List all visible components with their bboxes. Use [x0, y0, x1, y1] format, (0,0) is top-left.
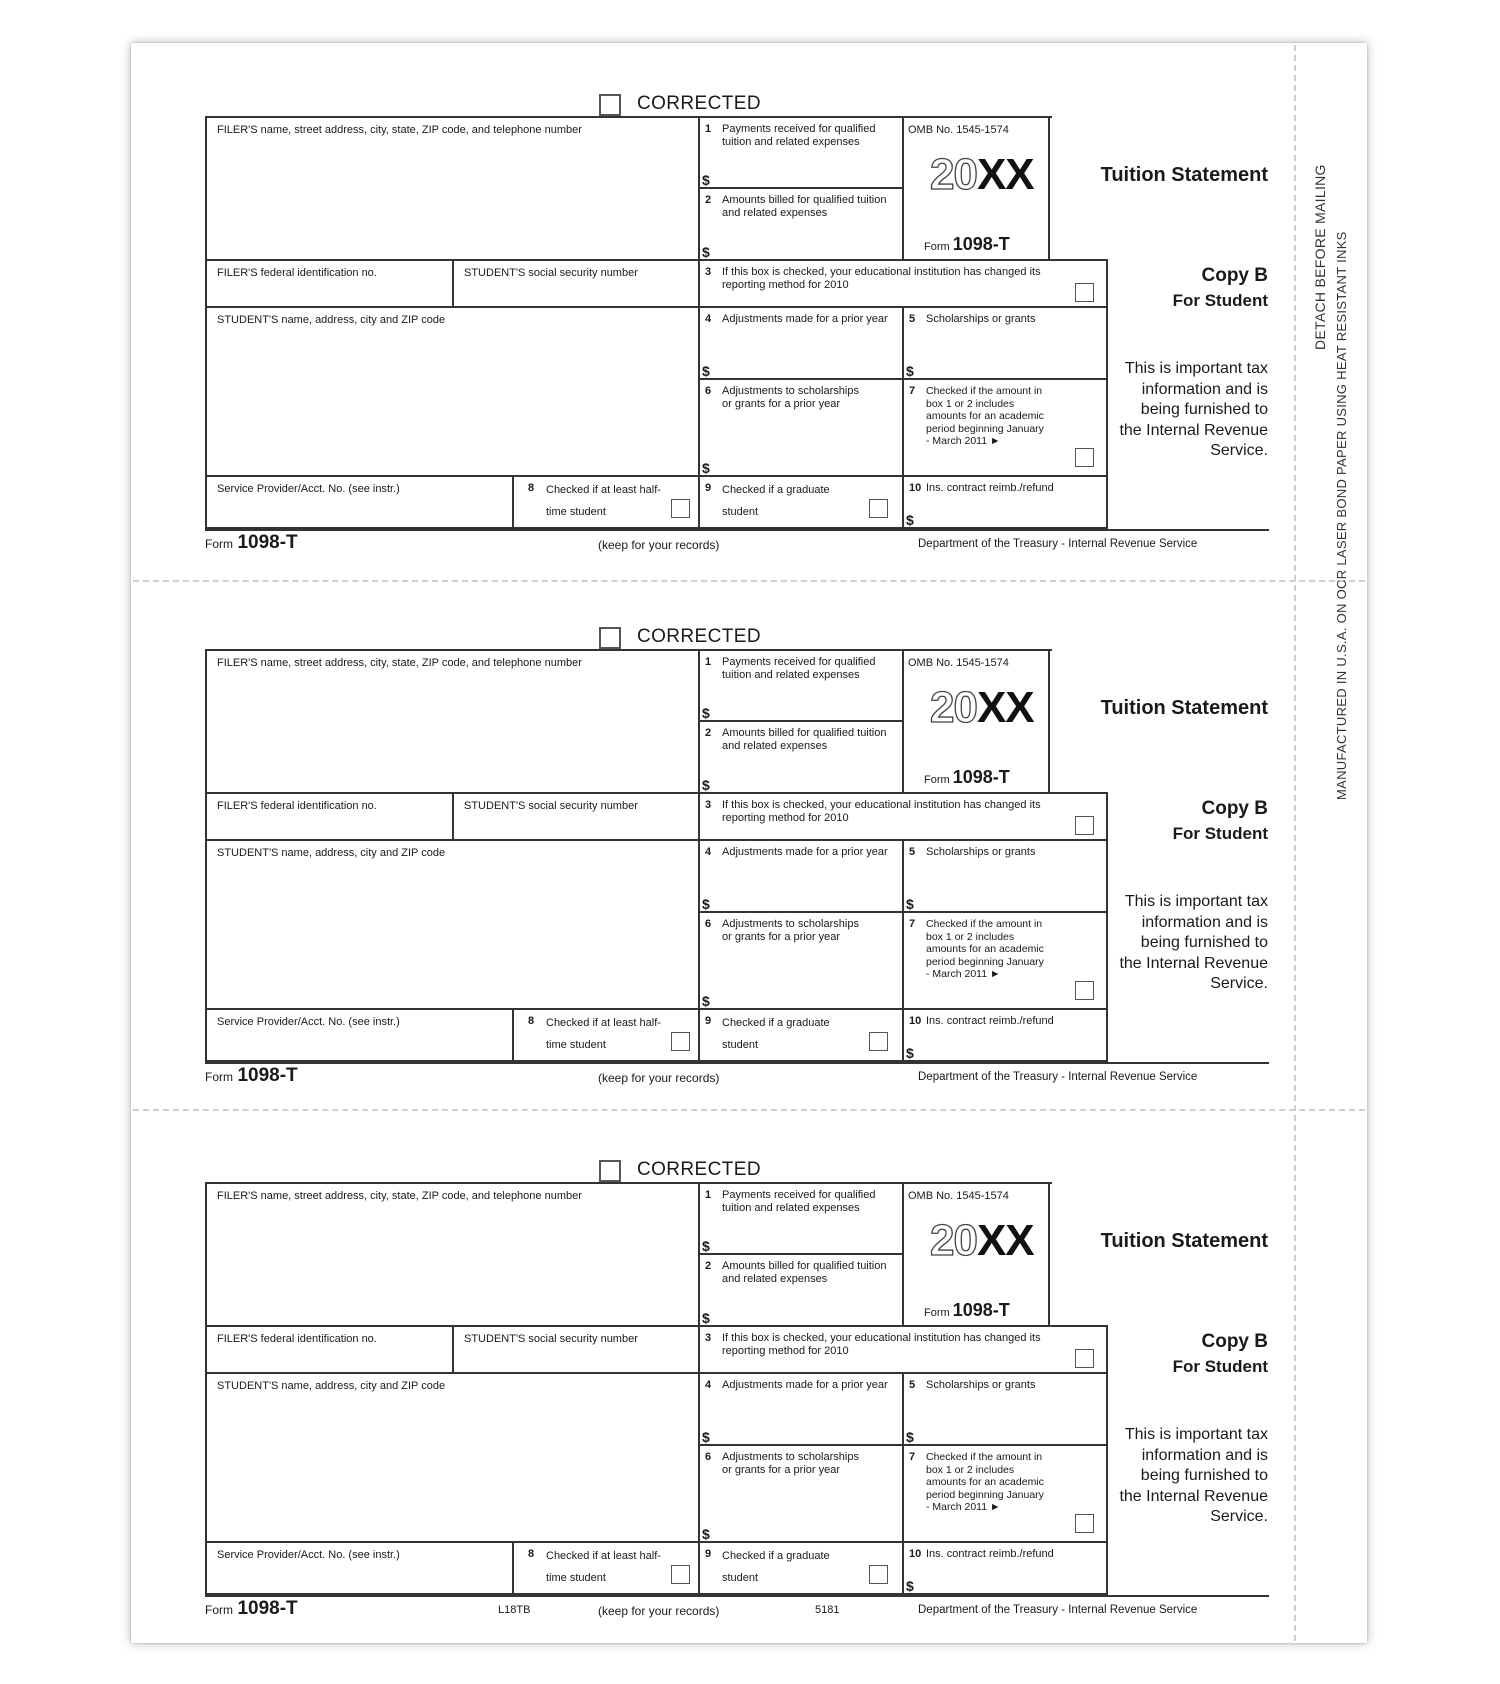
box-3-label: If this box is checked, your educational institution has changed its reporting method for 2010 [722, 1332, 1041, 1357]
box-6-number: 6 [705, 918, 712, 930]
box-2-label: Amounts billed for qualified tuition and related expenses [722, 1260, 887, 1285]
omb-number: OMB No. 1545-1574 [908, 1190, 1009, 1202]
corrected-label: CORRECTED [637, 1159, 761, 1180]
copy-b-heading [1100, 797, 1268, 847]
box-10-label: Ins. contract reimb./refund [926, 1548, 1054, 1560]
corrected-label: CORRECTED [637, 93, 761, 114]
box-7-field [902, 1444, 1108, 1543]
box-3-checkbox[interactable] [1075, 1349, 1094, 1368]
box-8-field [512, 475, 700, 529]
box-8-checkbox[interactable] [671, 1565, 690, 1584]
box-4-label: Adjustments made for a prior year [722, 846, 888, 858]
tax-year: 20XX [930, 1216, 1034, 1265]
box-7-checkbox[interactable] [1075, 981, 1094, 1000]
box-10-field[interactable] [902, 1008, 1108, 1062]
filer-name-field[interactable] [205, 649, 700, 794]
student-name-field[interactable] [205, 306, 700, 477]
box-5-label: Scholarships or grants [926, 313, 1036, 325]
box-8-checkbox[interactable] [671, 499, 690, 518]
box-4-label: Adjustments made for a prior year [722, 313, 888, 325]
footer-code-right: 5181 [815, 1604, 840, 1616]
dollar-sign: $ [906, 896, 914, 912]
box-8-number: 8 [528, 1548, 535, 1560]
box-10-number: 10 [909, 1548, 922, 1560]
box-9-field [698, 475, 904, 529]
dollar-sign: $ [702, 1238, 710, 1254]
footer-code-left: L18TB [498, 1604, 531, 1616]
copy-b-label: Copy B [1201, 265, 1268, 286]
student-ssn-field[interactable] [452, 259, 700, 308]
box-8-label: Checked if at least half-time student [546, 484, 661, 518]
dollar-sign: $ [702, 244, 710, 260]
box-6-field[interactable] [698, 1444, 904, 1543]
box-1-label: Payments received for qualified tuition and related expenses [722, 656, 876, 681]
filer-id-field[interactable] [205, 259, 454, 308]
service-provider-label: Service Provider/Acct. No. (see instr.) [217, 1549, 400, 1561]
form-copy [0, 1110, 1500, 1642]
omb-year-block [902, 649, 1050, 794]
form-name: Form 1098-T [924, 234, 1010, 254]
box-3-number: 3 [705, 799, 712, 811]
box-9-number: 9 [705, 482, 712, 494]
box-8-field [512, 1541, 700, 1595]
box-9-checkbox[interactable] [869, 499, 888, 518]
student-ssn-label: STUDENT'S social security number [464, 800, 638, 812]
box-9-number: 9 [705, 1015, 712, 1027]
box-7-number: 7 [909, 385, 916, 397]
box-7-number: 7 [909, 1451, 916, 1463]
box-1-number: 1 [705, 123, 712, 135]
filer-name-label: FILER'S name, street address, city, state, ZIP code, and telephone number [217, 657, 582, 669]
box-7-label: Checked if the amount in box 1 or 2 includes amounts for an academic period beginning January - March 2011 ► [926, 918, 1044, 980]
footer-keep-records: (keep for your records) [598, 538, 720, 552]
student-ssn-label: STUDENT'S social security number [464, 1333, 638, 1345]
box-9-label: Checked if a graduate student [722, 484, 830, 518]
dollar-sign: $ [702, 896, 710, 912]
footer-department: Department of the Treasury - Internal Revenue Service [918, 1071, 1198, 1083]
box-2-label: Amounts billed for qualified tuition and related expenses [722, 194, 887, 219]
filer-id-field[interactable] [205, 792, 454, 841]
student-ssn-label: STUDENT'S social security number [464, 267, 638, 279]
dollar-sign: $ [906, 363, 914, 379]
omb-year-block [902, 116, 1050, 261]
box-3-number: 3 [705, 1332, 712, 1344]
box-7-label: Checked if the amount in box 1 or 2 includes amounts for an academic period beginning January - March 2011 ► [926, 385, 1044, 447]
box-10-label: Ins. contract reimb./refund [926, 482, 1054, 494]
omb-year-block [902, 1182, 1050, 1327]
footer-keep-records: (keep for your records) [598, 1071, 720, 1085]
dollar-sign: $ [702, 993, 710, 1009]
box-2-field[interactable] [698, 1253, 904, 1327]
box-3-number: 3 [705, 266, 712, 278]
box-5-number: 5 [909, 1379, 916, 1391]
dollar-sign: $ [702, 363, 710, 379]
dollar-sign: $ [702, 172, 710, 188]
box-6-field[interactable] [698, 378, 904, 477]
footer-form-name: Form 1098-T [205, 532, 298, 553]
box-4-number: 4 [705, 313, 712, 325]
box-9-label: Checked if a graduate student [722, 1550, 830, 1584]
student-name-label: STUDENT'S name, address, city and ZIP code [217, 847, 446, 859]
student-name-field[interactable] [205, 1372, 700, 1543]
irs-notice: This is important tax information and is being furnished to the Internal Revenue Service. [1119, 1426, 1268, 1525]
box-3-label: If this box is checked, your educational institution has changed its reporting method for 2010 [722, 266, 1041, 291]
form-name: Form 1098-T [924, 1300, 1010, 1320]
student-name-label: STUDENT'S name, address, city and ZIP code [217, 314, 446, 326]
tuition-statement-title: Tuition Statement [1100, 164, 1268, 186]
filer-id-label: FILER'S federal identification no. [217, 800, 377, 812]
student-ssn-field[interactable] [452, 1325, 700, 1374]
box-2-number: 2 [705, 194, 712, 206]
filer-name-field[interactable] [205, 116, 700, 261]
box-6-field[interactable] [698, 911, 904, 1010]
box-5-field[interactable] [902, 839, 1108, 913]
box-1-number: 1 [705, 656, 712, 668]
box-5-number: 5 [909, 313, 916, 325]
box-8-label: Checked if at least half-time student [546, 1017, 661, 1051]
box-9-field [698, 1008, 904, 1062]
dollar-sign: $ [906, 1045, 914, 1061]
tax-year: 20XX [930, 683, 1034, 732]
box-3-field [698, 792, 1108, 841]
box-1-field[interactable] [698, 116, 904, 189]
box-7-label: Checked if the amount in box 1 or 2 includes amounts for an academic period beginning January - March 2011 ► [926, 1451, 1044, 1513]
dollar-sign: $ [702, 460, 710, 476]
dollar-sign: $ [702, 777, 710, 793]
box-7-checkbox[interactable] [1075, 1514, 1094, 1533]
dollar-sign: $ [906, 1578, 914, 1594]
box-4-field[interactable] [698, 306, 904, 380]
box-10-field[interactable] [902, 1541, 1108, 1595]
side-text-manufactured: MANUFACTURED IN U.S.A. ON OCR LASER BOND PAPER USING HEAT RESISTANT INKS [1334, 231, 1349, 800]
dollar-sign: $ [906, 512, 914, 528]
footer-form-name: Form 1098-T [205, 1598, 298, 1619]
box-9-field [698, 1541, 904, 1595]
box-10-label: Ins. contract reimb./refund [926, 1015, 1054, 1027]
dollar-sign: $ [906, 1429, 914, 1445]
copy-b-heading [1100, 264, 1268, 314]
tuition-statement-title: Tuition Statement [1100, 697, 1268, 719]
for-student-label: For Student [1172, 291, 1268, 310]
student-name-label: STUDENT'S name, address, city and ZIP code [217, 1380, 446, 1392]
copy-b-heading [1100, 1330, 1268, 1380]
box-3-checkbox[interactable] [1075, 816, 1094, 835]
box-8-number: 8 [528, 1015, 535, 1027]
box-9-label: Checked if a graduate student [722, 1017, 830, 1051]
form-copy [0, 44, 1500, 576]
box-3-label: If this box is checked, your educational institution has changed its reporting method for 2010 [722, 799, 1041, 824]
dollar-sign: $ [702, 1429, 710, 1445]
box-4-field[interactable] [698, 839, 904, 913]
box-6-number: 6 [705, 1451, 712, 1463]
box-3-field [698, 259, 1108, 308]
box-9-checkbox[interactable] [869, 1032, 888, 1051]
irs-notice: This is important tax information and is being furnished to the Internal Revenue Service. [1119, 360, 1268, 459]
copy-b-label: Copy B [1201, 1331, 1268, 1352]
box-10-number: 10 [909, 482, 922, 494]
filer-id-field[interactable] [205, 1325, 454, 1374]
box-5-label: Scholarships or grants [926, 846, 1036, 858]
box-8-label: Checked if at least half-time student [546, 1550, 661, 1584]
dollar-sign: $ [702, 1310, 710, 1326]
footer-form-name: Form 1098-T [205, 1065, 298, 1086]
form-name: Form 1098-T [924, 767, 1010, 787]
box-7-checkbox[interactable] [1075, 448, 1094, 467]
footer-department: Department of the Treasury - Internal Revenue Service [918, 538, 1198, 550]
box-1-field[interactable] [698, 649, 904, 722]
box-1-number: 1 [705, 1189, 712, 1201]
box-3-checkbox[interactable] [1075, 283, 1094, 302]
box-6-label: Adjustments to scholarships or grants for a prior year [722, 918, 859, 943]
box-1-field[interactable] [698, 1182, 904, 1255]
box-2-field[interactable] [698, 720, 904, 794]
box-1-label: Payments received for qualified tuition and related expenses [722, 1189, 876, 1214]
box-1-label: Payments received for qualified tuition and related expenses [722, 123, 876, 148]
dollar-sign: $ [702, 705, 710, 721]
irs-notice: This is important tax information and is being furnished to the Internal Revenue Service. [1119, 893, 1268, 992]
corrected-checkbox[interactable] [599, 627, 621, 649]
box-8-number: 8 [528, 482, 535, 494]
box-4-number: 4 [705, 846, 712, 858]
filer-name-field[interactable] [205, 1182, 700, 1327]
box-8-field [512, 1008, 700, 1062]
service-provider-field[interactable] [205, 475, 514, 529]
box-4-field[interactable] [698, 1372, 904, 1446]
tax-year: 20XX [930, 150, 1034, 199]
box-5-field[interactable] [902, 1372, 1108, 1446]
box-5-field[interactable] [902, 306, 1108, 380]
copy-b-label: Copy B [1201, 798, 1268, 819]
footer-department: Department of the Treasury - Internal Revenue Service [918, 1604, 1198, 1616]
dollar-sign: $ [702, 1526, 710, 1542]
box-6-label: Adjustments to scholarships or grants for a prior year [722, 385, 859, 410]
box-2-field[interactable] [698, 187, 904, 261]
box-7-number: 7 [909, 918, 916, 930]
box-2-number: 2 [705, 1260, 712, 1272]
omb-number: OMB No. 1545-1574 [908, 124, 1009, 136]
tuition-statement-title: Tuition Statement [1100, 1230, 1268, 1252]
filer-id-label: FILER'S federal identification no. [217, 267, 377, 279]
corrected-checkbox[interactable] [599, 94, 621, 116]
for-student-label: For Student [1172, 824, 1268, 843]
filer-id-label: FILER'S federal identification no. [217, 1333, 377, 1345]
box-7-field [902, 378, 1108, 477]
corrected-checkbox[interactable] [599, 1160, 621, 1182]
box-4-number: 4 [705, 1379, 712, 1391]
box-4-label: Adjustments made for a prior year [722, 1379, 888, 1391]
student-name-field[interactable] [205, 839, 700, 1010]
student-ssn-field[interactable] [452, 792, 700, 841]
for-student-label: For Student [1172, 1357, 1268, 1376]
box-10-number: 10 [909, 1015, 922, 1027]
service-provider-label: Service Provider/Acct. No. (see instr.) [217, 1016, 400, 1028]
box-2-number: 2 [705, 727, 712, 739]
box-5-number: 5 [909, 846, 916, 858]
footer-keep-records: (keep for your records) [598, 1604, 720, 1618]
box-9-number: 9 [705, 1548, 712, 1560]
box-10-field[interactable] [902, 475, 1108, 529]
service-provider-field[interactable] [205, 1541, 514, 1595]
box-2-label: Amounts billed for qualified tuition and related expenses [722, 727, 887, 752]
box-8-checkbox[interactable] [671, 1032, 690, 1051]
filer-name-label: FILER'S name, street address, city, state, ZIP code, and telephone number [217, 1190, 582, 1202]
box-6-label: Adjustments to scholarships or grants for a prior year [722, 1451, 859, 1476]
box-5-label: Scholarships or grants [926, 1379, 1036, 1391]
box-7-field [902, 911, 1108, 1010]
service-provider-label: Service Provider/Acct. No. (see instr.) [217, 483, 400, 495]
form-copy [0, 577, 1500, 1109]
service-provider-field[interactable] [205, 1008, 514, 1062]
box-6-number: 6 [705, 385, 712, 397]
box-3-field [698, 1325, 1108, 1374]
corrected-label: CORRECTED [637, 626, 761, 647]
box-9-checkbox[interactable] [869, 1565, 888, 1584]
side-text-detach: DETACH BEFORE MAILING [1312, 164, 1328, 350]
omb-number: OMB No. 1545-1574 [908, 657, 1009, 669]
filer-name-label: FILER'S name, street address, city, state, ZIP code, and telephone number [217, 124, 582, 136]
